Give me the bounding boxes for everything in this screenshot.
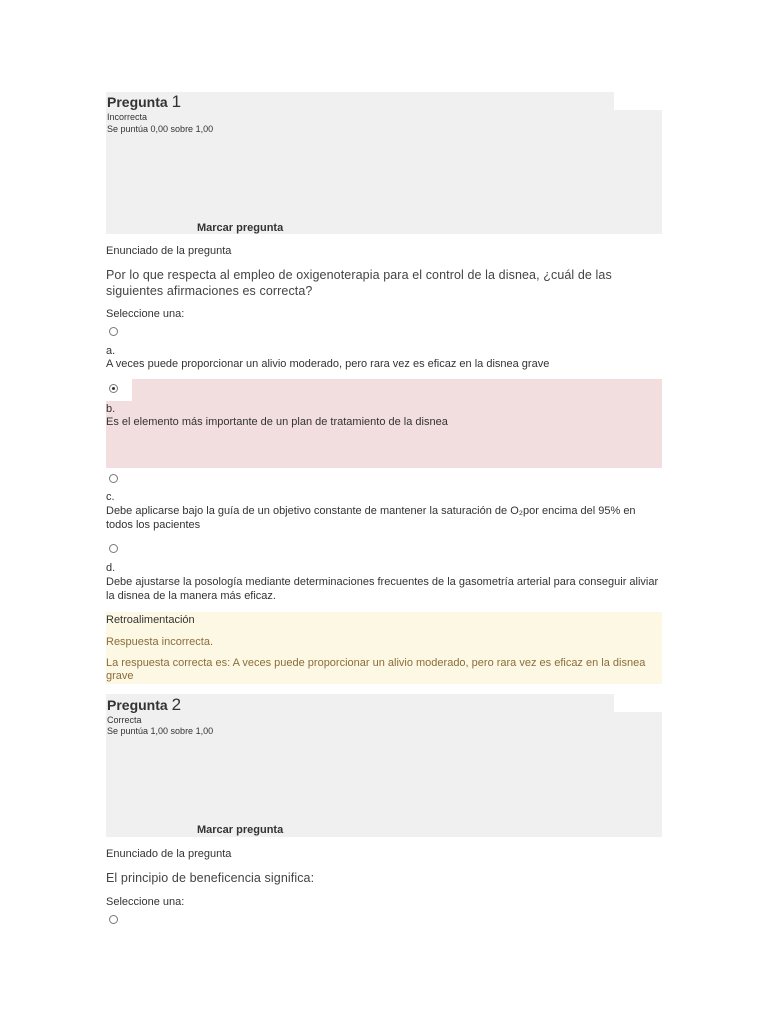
option-d-text[interactable]: Debe ajustarse la posología mediante determinaciones frecuentes de la gasometría arterial para conseguir aliviar la disnea de la manera más eficaz. (106, 576, 659, 602)
question-2-statement-label: Enunciado de la pregunta (106, 848, 232, 860)
feedback-title: Retroalimentación (106, 614, 195, 626)
question-2-info-header (106, 694, 614, 712)
option-b-letter: b. (106, 403, 116, 415)
option-b-text[interactable]: Es el elemento más importante de un plan de tratamiento de la disnea (106, 416, 448, 428)
feedback-result: Respuesta incorrecta. (106, 636, 213, 648)
option-c-radio[interactable] (109, 474, 118, 483)
question-heading: Pregunta (107, 94, 168, 110)
question-2-title (107, 695, 181, 715)
question-1-grade: Se puntúa 0,00 sobre 1,00 (107, 124, 214, 134)
feedback-correct-answer: La respuesta correcta es: A veces puede proporcionar un alivio moderado, pero rara vez es eficaz en la disnea grave (106, 657, 646, 682)
question-2-prompt: Seleccione una: (106, 896, 185, 908)
question-2-state: Correcta (107, 715, 142, 725)
question-1-text: Por lo que respecta al empleo de oxigenoterapia para el control de la disnea, ¿cuál de las siguientes afirmaciones es correcta? (106, 268, 612, 298)
question-heading: Pregunta (107, 697, 168, 713)
option-a-radio[interactable] (109, 327, 118, 336)
option-d-radio[interactable] (109, 544, 118, 553)
question-number: 1 (171, 92, 182, 111)
question-1-title (107, 92, 181, 112)
question-1-prompt: Seleccione una: (106, 308, 185, 320)
question-1-state: Incorrecta (107, 112, 148, 122)
question-1-flag-button[interactable]: Marcar pregunta (197, 222, 284, 234)
option-b-radio[interactable] (109, 384, 118, 393)
option-c-letter: c. (106, 491, 115, 503)
option-d-letter: d. (106, 562, 116, 574)
question-number: 2 (171, 695, 182, 714)
option-a-text[interactable]: A veces puede proporcionar un alivio moderado, pero rara vez es eficaz en la disnea grave (106, 358, 550, 370)
question-2-flag-button[interactable]: Marcar pregunta (197, 824, 284, 836)
question-2-grade: Se puntúa 1,00 sobre 1,00 (107, 726, 214, 736)
question-2-text: El principio de beneficencia significa: (106, 871, 315, 885)
question-2-option-a-radio[interactable] (109, 915, 118, 924)
option-c-text[interactable]: Debe aplicarse bajo la guía de un objetivo constante de mantener la saturación de O₂por encima del 95% en todos los pacientes (106, 505, 636, 531)
question-1-statement-label: Enunciado de la pregunta (106, 245, 232, 257)
option-a-letter: a. (106, 345, 116, 357)
question-1-info-header (106, 92, 614, 110)
